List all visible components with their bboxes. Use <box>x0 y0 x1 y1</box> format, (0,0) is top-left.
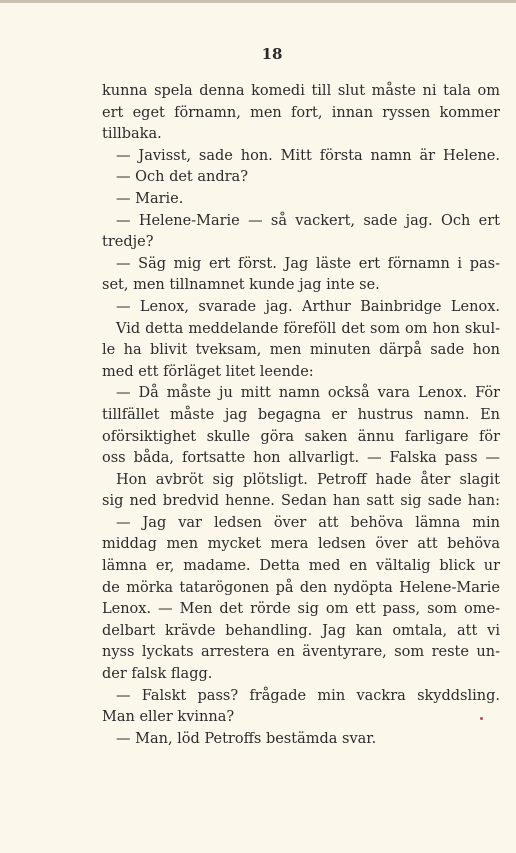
page-number: 18 <box>261 45 283 63</box>
text-line: tredje? <box>102 234 154 251</box>
text-line: ert eget förnamn, men fort, innan ryssen kommer <box>102 104 500 121</box>
text-line: — Säg mig ert först. Jag läste ert förnamn i pas- <box>116 255 500 272</box>
text-line: le ha blivit tveksam, men minuten därpå sade hon <box>102 342 500 359</box>
text-line: der falsk flagg. <box>102 666 213 683</box>
text-line: med ett förläget litet leende: <box>102 363 314 380</box>
text-line: lämna er, madame. Detta med en vältalig blick ur <box>102 558 500 575</box>
text-line: Lenox. — Men det rörde sig om ett pass, som ome- <box>102 601 500 618</box>
text-line: — Man, löd Petroffs bestämda svar. <box>116 730 377 747</box>
text-line: oförsiktighet skulle göra saken ännu farligare för <box>102 428 500 445</box>
text-line: tillbaka. <box>102 126 162 143</box>
text-line: kunna spela denna komedi till slut måste ni tala om <box>102 83 500 99</box>
text-line: set, men tillnamnet kunde jag inte se. <box>102 277 380 294</box>
text-line: middag men mycket mera ledsen över att behöva <box>102 536 500 553</box>
text-line: nyss lyckats arrestera en äventyrare, som reste un- <box>102 644 500 661</box>
ink-speck <box>480 717 483 720</box>
text-line: tillfället måste jag begagna er hustrus namn. En <box>102 406 500 423</box>
text-line: Man eller kvinna? <box>102 709 235 726</box>
text-line: Hon avbröt sig plötsligt. Petroff hade åter slagit <box>116 471 500 488</box>
text-line: — Helene-Marie — så vackert, sade jag. Och ert <box>116 212 500 229</box>
text-line: Vid detta meddelande föreföll det som om hon skul- <box>116 320 500 337</box>
text-line: — Javisst, sade hon. Mitt första namn är Helene. <box>116 147 500 164</box>
body-text <box>102 81 500 750</box>
text-line: — Då måste ju mitt namn också vara Lenox. För <box>116 385 500 402</box>
text-line: oss båda, fortsatte hon allvarligt. — Falska pass — <box>102 450 500 467</box>
text-line: — Jag var ledsen över att behöva lämna min <box>116 514 500 531</box>
text-line: sig ned bredvid henne. Sedan han satt sig sade han: <box>102 493 500 510</box>
text-line: — Lenox, svarade jag. Arthur Bainbridge Lenox. <box>116 298 500 315</box>
text-line: delbart krävde behandling. Jag kan omtala, att vi <box>102 622 500 639</box>
text-line: de mörka tatarögonen på den nydöpta Helene-Marie <box>102 579 500 596</box>
text-line: — Marie. <box>116 190 184 207</box>
text-line: — Och det andra? <box>116 169 248 186</box>
text-line: — Falskt pass? frågade min vackra skyddsling. <box>116 687 500 704</box>
